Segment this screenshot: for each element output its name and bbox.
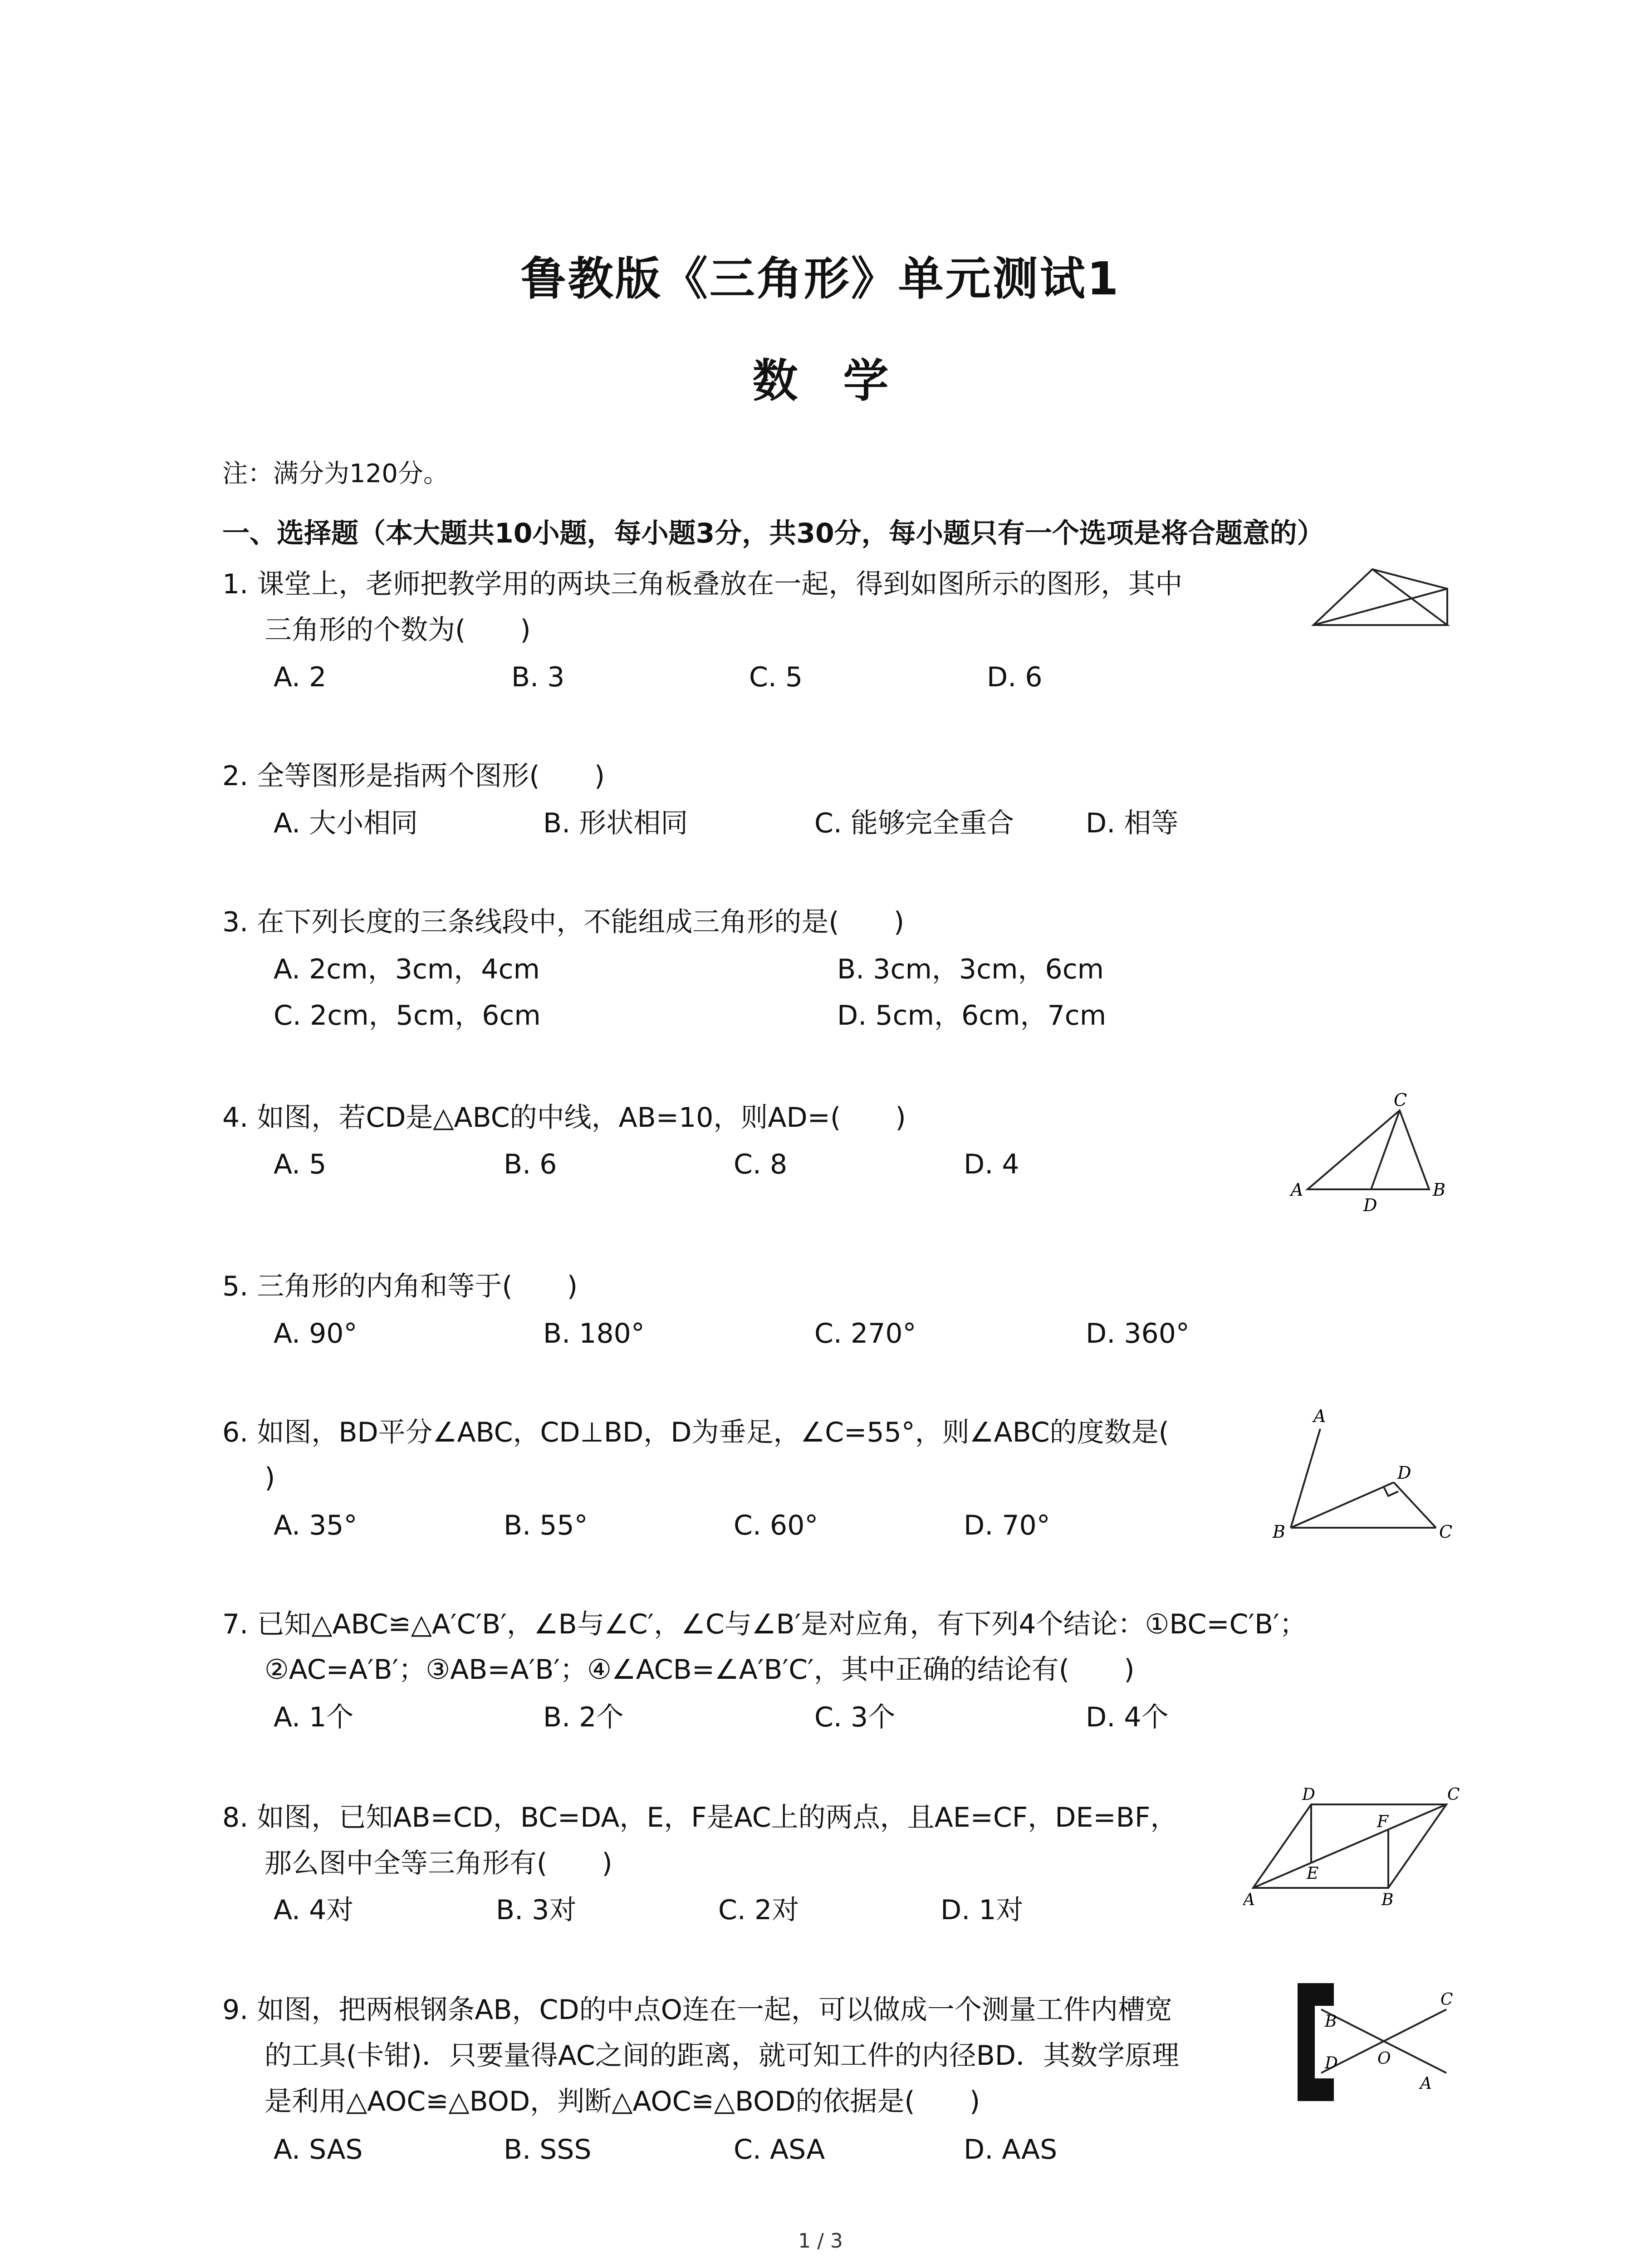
question-6-line-1: 6. 如图，BD平分∠ABC，CD⊥BD，D为垂足，∠C=55°，则∠ABC的度数是( [222, 1417, 1169, 1448]
question-7-line-1: 7. 已知△ABC≌△A′C′B′，∠B与∠C′，∠C与∠B′是对应角，有下列4个结论：①BC=C′B′； [222, 1608, 1307, 1640]
q9-option-b: B. SSS [504, 2134, 592, 2165]
q9-calipers-figure [1288, 1978, 1461, 2109]
q9-label-b: B [1325, 2012, 1337, 2031]
q5-option-b: B. 180° [543, 1318, 645, 1349]
q6-label-c: C [1439, 1522, 1453, 1542]
q8-option-a: A. 4对 [274, 1894, 354, 1926]
q9-label-a: A [1420, 2074, 1432, 2093]
q9-option-a: A. SAS [274, 2134, 363, 2165]
question-3-line-1: 3. 在下列长度的三条线段中，不能组成三角形的是( ) [222, 906, 905, 938]
page-number: 1 / 3 [798, 2229, 843, 2253]
q1-option-d: D. 6 [987, 661, 1043, 693]
q4-label-d: D [1363, 1195, 1377, 1215]
q8-label-c: C [1447, 1785, 1460, 1804]
q9-label-c: C [1440, 1990, 1453, 2009]
q3-option-b: B. 3cm，3cm，6cm [837, 953, 1104, 985]
q7-option-d: D. 4个 [1086, 1701, 1169, 1733]
q6-label-d: D [1397, 1463, 1411, 1483]
q2-option-c: C. 能够完全重合 [814, 807, 1014, 839]
q8-option-b: B. 3对 [496, 1894, 577, 1926]
q8-label-f: F [1377, 1813, 1388, 1831]
q7-option-b: B. 2个 [543, 1701, 624, 1733]
question-1-line-1: 1. 课堂上，老师把教学用的两块三角板叠放在一起，得到如图所示的图形，其中 [222, 568, 1183, 600]
q9-option-d: D. AAS [964, 2134, 1058, 2165]
q8-label-a: A [1243, 1891, 1255, 1909]
q8-label-b: B [1381, 1891, 1394, 1909]
q6-option-a: A. 35° [274, 1510, 358, 1541]
q9-workpiece-shape [1298, 1983, 1334, 2101]
q8-label-d: D [1302, 1785, 1315, 1804]
q1-option-c: C. 5 [749, 661, 803, 693]
q4-label-a: A [1291, 1180, 1303, 1200]
q5-option-d: D. 360° [1086, 1318, 1190, 1349]
q4-label-b: B [1433, 1180, 1445, 1200]
q3-option-d: D. 5cm，6cm，7cm [837, 1000, 1107, 1031]
q6-label-a: A [1313, 1406, 1326, 1426]
subject-title [0, 352, 1641, 411]
question-8-line-1: 8. 如图，已知AB=CD，BC=DA，E，F是AC上的两点，且AE=CF，DE=BF， [222, 1802, 1178, 1833]
q4-option-a: A. 5 [274, 1149, 327, 1180]
page-title: 鲁教版《三角形》单元测试1 [520, 252, 1121, 305]
question-9-line-2: 的工具(卡钳)．只要量得AC之间的距离，就可知工件的内径BD．其数学原理 [265, 2040, 1180, 2072]
question-9-line-1: 9. 如图，把两根钢条AB，CD的中点O连在一起，可以做成一个测量工件内槽宽 [222, 1994, 1172, 2026]
q4-label-c: C [1394, 1090, 1407, 1110]
score-note: 注：满分为120分。 [222, 459, 449, 489]
question-2-line-1: 2. 全等图形是指两个图形( ) [222, 760, 605, 792]
q6-option-c: C. 60° [734, 1510, 818, 1541]
q9-label-d: D [1325, 2054, 1338, 2072]
q1-option-b: B. 3 [511, 661, 565, 693]
q9-option-c: C. ASA [734, 2134, 825, 2165]
question-6-line-2: ) [265, 1462, 275, 1494]
q6-option-b: B. 55° [504, 1510, 588, 1541]
q8-option-c: C. 2对 [718, 1894, 799, 1926]
q7-option-a: A. 1个 [274, 1701, 354, 1733]
q2-option-a: A. 大小相同 [274, 807, 418, 839]
q8-parallelogram-figure [1243, 1783, 1461, 1919]
q4-option-d: D. 4 [964, 1149, 1019, 1180]
question-4-line-1: 4. 如图，若CD是△ABC的中线，AB=10，则AD=( ) [222, 1102, 906, 1134]
q4-option-c: C. 8 [734, 1149, 788, 1180]
q4-triangle-figure [1288, 1089, 1456, 1216]
q9-label-o: O [1377, 2049, 1391, 2068]
subject-char-1: 数 [752, 354, 798, 407]
question-9-line-3: 是利用△AOC≌△BOD，判断△AOC≌△BOD的依据是( ) [265, 2086, 980, 2117]
section-heading: 一、选择题（本大题共10小题，每小题3分，共30分，每小题只有一个选项是将合题意的） [222, 518, 1324, 549]
subject-char-2: 学 [843, 354, 889, 407]
q3-option-a: A. 2cm，3cm，4cm [274, 953, 540, 985]
q5-option-c: C. 270° [814, 1318, 916, 1349]
q7-option-c: C. 3个 [814, 1701, 896, 1733]
question-5-line-1: 5. 三角形的内角和等于( ) [222, 1271, 578, 1302]
question-1-line-2: 三角形的个数为( ) [265, 614, 531, 646]
question-7-line-2: ②AC=A′B′；③AB=A′B′；④∠ACB=∠A′B′C′，其中正确的结论有( ) [265, 1654, 1135, 1686]
q6-option-d: D. 70° [964, 1510, 1050, 1541]
q6-label-b: B [1273, 1522, 1285, 1542]
q8-label-e: E [1307, 1864, 1319, 1883]
question-8-line-2: 那么图中全等三角形有( ) [265, 1848, 612, 1879]
q4-option-b: B. 6 [504, 1149, 557, 1180]
q1-option-a: A. 2 [274, 661, 327, 693]
q2-option-b: B. 形状相同 [543, 807, 688, 839]
q8-option-d: D. 1对 [941, 1894, 1024, 1926]
q2-option-d: D. 相等 [1086, 807, 1179, 839]
q5-option-a: A. 90° [274, 1318, 358, 1349]
q3-option-c: C. 2cm，5cm，6cm [274, 1000, 541, 1031]
q6-angle-figure [1270, 1402, 1461, 1556]
q1-triangles-figure [1309, 553, 1454, 635]
